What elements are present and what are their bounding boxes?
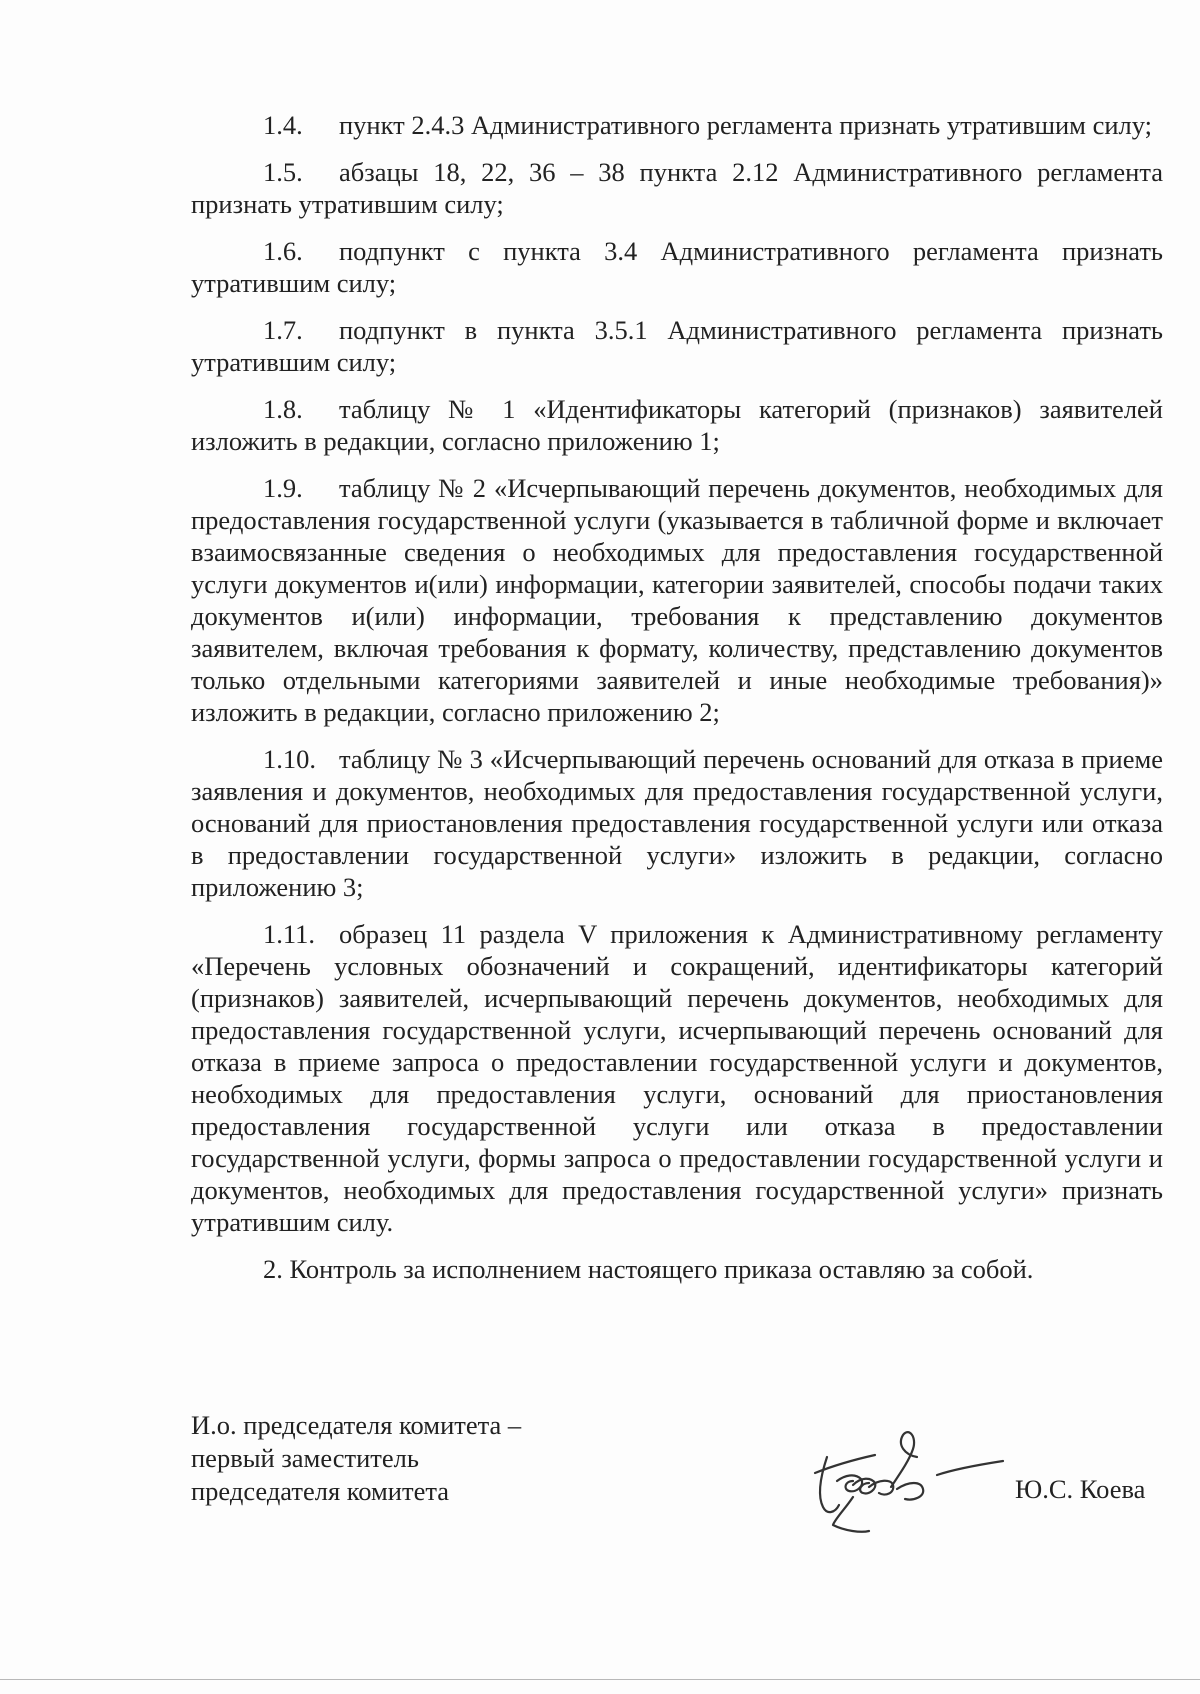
paragraph-number: 1.9. xyxy=(263,473,303,503)
signatory-title-line-2: первый заместитель xyxy=(191,1443,419,1473)
signatory-title-line-1: И.о. председателя комитета – xyxy=(191,1410,522,1440)
paragraph-text: таблицу № 2 «Исчерпывающий перечень документов, необходимых для предоставления государственной услуги (указывается в табличной форме и включает взаимосвязанные сведения о необходимых для предоставления государственной услуги документов и(или) информации, категории заявителей, способы подачи таких документов и(или) информации, требования к представлению документов заявителем, включая требования к формату, количеству, представлению документов только отдельными категориями заявителей и иные необходимые требования)» изложить в редакции, согласно приложению 2; xyxy=(191,473,1163,727)
paragraph-number: 1.7. xyxy=(263,315,303,345)
paragraph-number: 1.4. xyxy=(263,110,303,140)
paragraph-1-9 xyxy=(191,472,1163,728)
paragraph-1-6 xyxy=(191,235,1163,299)
paragraph-text: подпункт в пункта 3.5.1 Административного регламента признать утратившим силу; xyxy=(191,315,1163,377)
page-bottom-edge xyxy=(0,1679,1200,1680)
handwritten-signature xyxy=(805,1415,1025,1545)
paragraph-text: подпункт с пункта 3.4 Административного регламента признать утратившим силу; xyxy=(191,236,1163,298)
signatory-title xyxy=(191,1409,521,1508)
paragraph-1-8 xyxy=(191,393,1163,457)
signer-name: Ю.С. Коева xyxy=(1015,1474,1146,1504)
paragraph-1-7 xyxy=(191,314,1163,378)
paragraph-2: 2. Контроль за исполнением настоящего приказа оставляю за собой. xyxy=(263,1254,1034,1284)
paragraph-number: 1.6. xyxy=(263,236,303,266)
paragraph-text: таблицу № 1 «Идентификаторы категорий (признаков) заявителей изложить в редакции, согласно приложению 1; xyxy=(191,394,1163,456)
paragraph-number: 1.10. xyxy=(263,744,316,774)
paragraph-number: 1.11. xyxy=(263,919,316,949)
paragraph-number: 1.8. xyxy=(263,394,303,424)
paragraph-1-11 xyxy=(191,918,1163,1238)
signatory-title-line-3: председателя комитета xyxy=(191,1476,449,1506)
paragraph-1-5 xyxy=(191,156,1163,220)
paragraph-text: пункт 2.4.3 Административного регламента признать утратившим силу; xyxy=(339,110,1153,140)
document-body xyxy=(191,109,1163,1300)
paragraph-text: абзацы 18, 22, 36 – 38 пункта 2.12 Административного регламента признать утратившим силу; xyxy=(191,157,1163,219)
paragraph-number: 1.5. xyxy=(263,157,303,187)
paragraph-text: таблицу № 3 «Исчерпывающий перечень оснований для отказа в приеме заявления и документов, необходимых для предоставления государственной услуги, оснований для приостановления предоставления государственной услуги или отказа в предоставлении государственной услуги» изложить в редакции, согласно приложению 3; xyxy=(191,744,1163,902)
paragraph-1-4 xyxy=(191,109,1163,141)
paragraph-1-10 xyxy=(191,743,1163,903)
paragraph-text: образец 11 раздела V приложения к Административному регламенту «Перечень условных обозначений и сокращений, идентификаторы категорий (признаков) заявителей, исчерпывающий перечень документов, необходимых для предоставления государственной услуги, исчерпывающий перечень оснований для отказа в приеме запроса о предоставлении государственной услуги и документов, необходимых для предоставления услуги, оснований для приостановления предоставления государственной услуги или отказа в предоставлении государственной услуги, формы запроса о предоставлении государственной услуги и документов, необходимых для предоставления государственной услуги» признать утратившим силу. xyxy=(191,919,1163,1237)
